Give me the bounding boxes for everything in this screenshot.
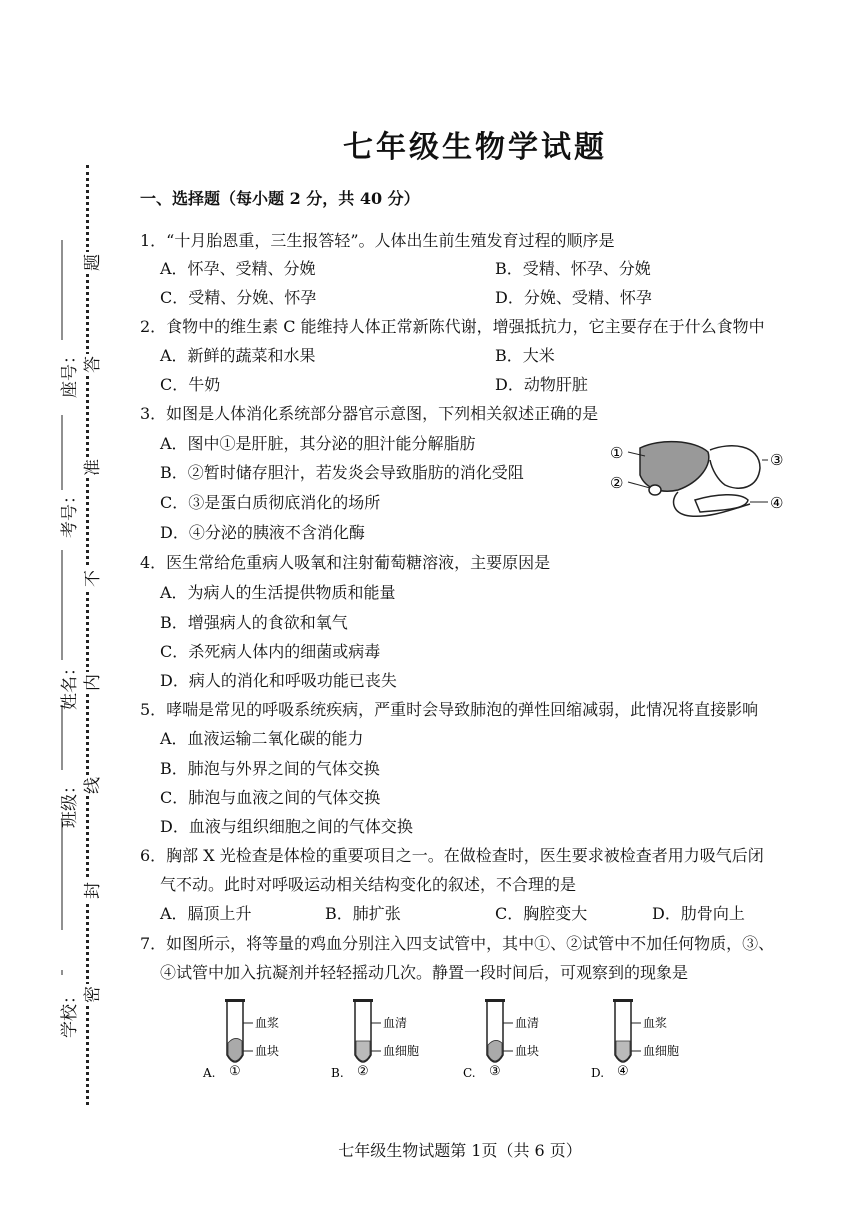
q6-stem-2: 气不动。此时对呼吸运动相关结构变化的叙述，不合理的是 xyxy=(160,875,577,894)
seal-line xyxy=(86,165,89,1105)
tube-a-letter: A. xyxy=(203,1066,216,1080)
tube-b-letter: B. xyxy=(331,1066,344,1080)
q6-option-b: B．肺扩张 xyxy=(325,904,401,923)
school-label: 学校： xyxy=(60,987,80,1038)
tube-d-bottom: 血细胞 xyxy=(643,1044,680,1058)
tube-b-top: 血清 xyxy=(383,1016,408,1030)
q6-stem-1: 6．胸部 X 光检查是体检的重要项目之一。在做检查时，医生要求被检查者用力吸气后闭 xyxy=(140,846,764,865)
q1-option-b: B．受精、怀孕、分娩 xyxy=(495,259,651,278)
tube-c-letter: C. xyxy=(463,1066,476,1080)
tube-d-num: ④ xyxy=(617,1064,629,1079)
fig-label-2: ② xyxy=(610,474,624,492)
page-footer: 七年级生物试题第 1页（共 6 页） xyxy=(338,1141,582,1160)
q3-option-b: B．②暂时储存胆汁，若发炎会导致脂肪的消化受阻 xyxy=(160,463,524,482)
student-info-fields xyxy=(40,160,80,1110)
tube-c-top: 血清 xyxy=(515,1016,540,1030)
q6-option-a: A．膈顶上升 xyxy=(160,904,252,923)
tube-a-num: ① xyxy=(229,1064,241,1079)
q2-option-b: B．大米 xyxy=(495,346,555,365)
exam-no-label: 考号： xyxy=(60,487,80,538)
q1-option-c: C．受精、分娩、怀孕 xyxy=(160,288,317,307)
test-tubes-figure xyxy=(195,995,715,1090)
q7-stem-2: ④试管中加入抗凝剂并轻轻摇动几次。静置一段时间后，可观察到的现象是 xyxy=(160,963,689,982)
tube-d xyxy=(591,999,679,1080)
q2-stem: 2．食物中的维生素 C 能维持人体正常新陈代谢，增强抵抗力，它主要存在于什么食物中 xyxy=(140,317,765,336)
tube-c-num: ③ xyxy=(489,1064,501,1079)
fig-label-3: ③ xyxy=(770,451,784,469)
seal-word: 不 xyxy=(78,568,103,589)
section-heading: 一、选择题（每小题 2 分，共 40 分） xyxy=(140,189,420,208)
q5-option-c: C．肺泡与血液之间的气体交换 xyxy=(160,788,381,807)
q1-stem: 1．“十月胎恩重，三生报答轻”。人体出生前生殖发育过程的顺序是 xyxy=(140,231,615,250)
q1-option-a: A．怀孕、受精、分娩 xyxy=(160,259,316,278)
seal-word: 准 xyxy=(78,457,103,478)
seal-word: 内 xyxy=(78,672,103,693)
seal-word: 线 xyxy=(78,775,103,796)
q3-option-a: A．图中①是肝脏，其分泌的胆汁能分解脂肪 xyxy=(160,434,476,453)
tube-a xyxy=(202,999,279,1080)
q3-stem: 3．如图是人体消化系统部分器官示意图，下列相关叙述正确的是 xyxy=(140,404,599,423)
q1-option-d: D．分娩、受精、怀孕 xyxy=(495,288,652,307)
q2-option-d: D．动物肝脏 xyxy=(495,375,588,394)
fig-label-4: ④ xyxy=(770,494,784,512)
q5-option-b: B．肺泡与外界之间的气体交换 xyxy=(160,759,380,778)
q2-option-c: C．牛奶 xyxy=(160,375,221,394)
digestive-organs-figure xyxy=(600,430,800,530)
q5-option-a: A．血液运输二氧化碳的能力 xyxy=(160,729,364,748)
q5-stem: 5．哮喘是常见的呼吸系统疾病，严重时会导致肺泡的弹性回缩减弱，此情况将直接影响 xyxy=(140,700,759,719)
q6-option-d: D．肋骨向上 xyxy=(652,904,745,923)
tube-a-bottom: 血块 xyxy=(255,1044,280,1058)
class-label: 班级： xyxy=(60,777,80,828)
tube-b xyxy=(331,999,419,1080)
seal-word: 题 xyxy=(78,252,103,273)
seal-word: 密 xyxy=(78,984,103,1005)
q5-option-d: D．血液与组织细胞之间的气体交换 xyxy=(160,817,413,836)
q3-option-c: C．③是蛋白质彻底消化的场所 xyxy=(160,493,381,512)
seal-word: 封 xyxy=(78,880,103,901)
q7-stem-1: 7．如图所示，将等量的鸡血分别注入四支试管中，其中①、②试管中不加任何物质，③、 xyxy=(140,934,775,953)
q4-stem: 4．医生常给危重病人吸氧和注射葡萄糖溶液，主要原因是 xyxy=(140,553,551,572)
fig-label-1: ① xyxy=(610,444,624,462)
page-title: 七年级生物学试题 xyxy=(343,130,607,165)
seal-word: 答 xyxy=(78,354,103,375)
tube-d-letter: D. xyxy=(591,1066,605,1080)
tube-b-bottom: 血细胞 xyxy=(383,1044,420,1058)
q2-option-a: A．新鲜的蔬菜和水果 xyxy=(160,346,316,365)
seat-label: 座号： xyxy=(60,347,80,398)
tube-c-bottom: 血块 xyxy=(515,1044,540,1058)
q6-option-c: C．胸腔变大 xyxy=(495,904,588,923)
q4-option-d: D．病人的消化和呼吸功能已丧失 xyxy=(160,671,397,690)
q4-option-b: B．增强病人的食欲和氧气 xyxy=(160,613,348,632)
name-label: 姓名： xyxy=(60,659,80,710)
q3-option-d: D．④分泌的胰液不含消化酶 xyxy=(160,523,365,542)
q4-option-a: A．为病人的生活提供物质和能量 xyxy=(160,583,396,602)
q4-option-c: C．杀死病人体内的细菌或病毒 xyxy=(160,642,381,661)
tube-c xyxy=(463,999,539,1080)
tube-b-num: ② xyxy=(357,1064,369,1079)
tube-a-top: 血浆 xyxy=(255,1016,280,1030)
tube-d-top: 血浆 xyxy=(643,1016,668,1030)
